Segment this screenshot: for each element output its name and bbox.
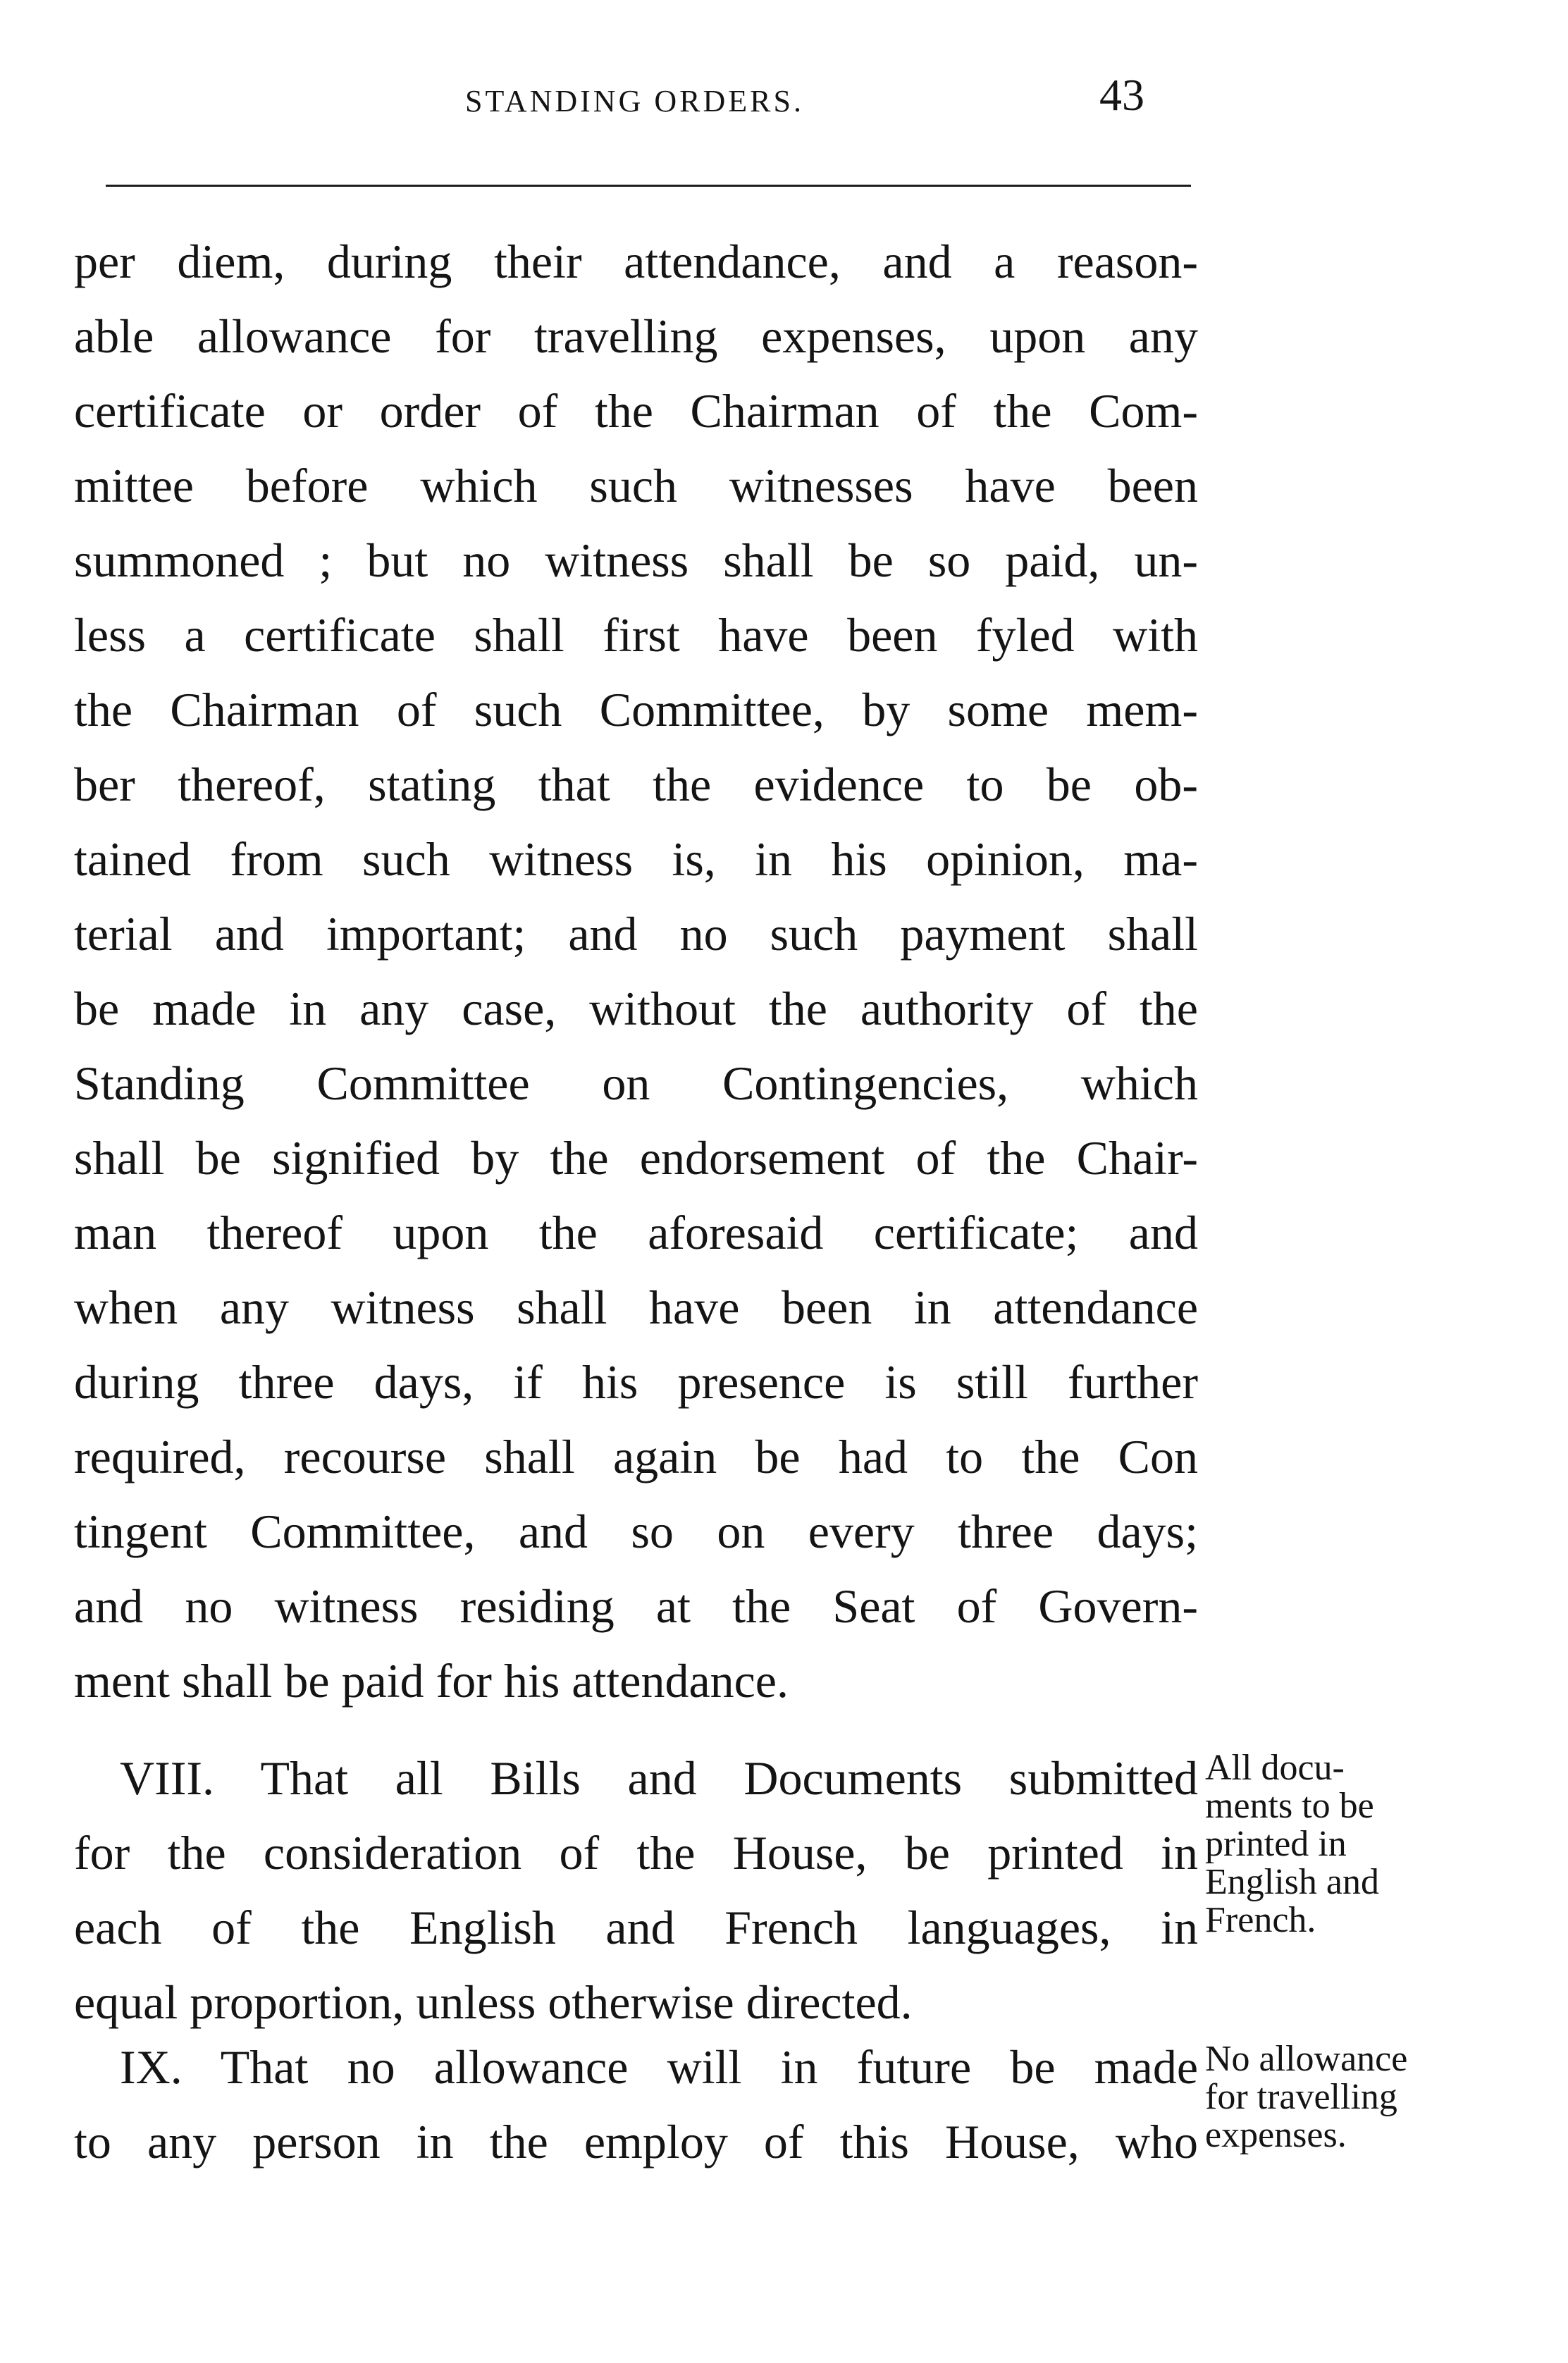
paragraph-line: and no witness residing at the Seat of Govern- <box>74 1579 1198 1633</box>
margin-note-line: All docu- <box>1205 1748 1345 1788</box>
paragraph-line: man thereof upon the aforesaid certificate; and <box>74 1206 1198 1259</box>
paragraph-line: during three days, if his presence is still further <box>74 1355 1198 1409</box>
paragraph-line: shall be signified by the endorsement of the Chair- <box>74 1131 1198 1185</box>
paragraph-line: terial and important; and no such payment shall <box>74 907 1198 961</box>
continued-paragraph <box>74 224 1198 1718</box>
paragraph-line: IX. That no allowance will in future be made <box>120 2040 1198 2094</box>
margin-note-viii <box>1205 1749 1473 1939</box>
margin-note-ix <box>1205 2040 1473 2154</box>
paragraph-line: certificate or order of the Chairman of the Com- <box>74 384 1198 438</box>
paragraph-line: each of the English and French languages, in <box>74 1901 1198 1954</box>
running-head: STANDING ORDERS. <box>465 84 804 118</box>
paragraph-line: required, recourse shall again be had to the Con <box>74 1430 1198 1483</box>
paragraph-line: the Chairman of such Committee, by some mem- <box>74 683 1198 736</box>
margin-note-line: No allowance <box>1205 2039 1408 2079</box>
margin-note-line: ments to be <box>1205 1786 1374 1826</box>
paragraph-line: to any person in the employ of this House, who <box>74 2115 1198 2168</box>
paragraph-line: equal proportion, unless otherwise directed. <box>74 1975 913 2029</box>
paragraph-line: tained from such witness is, in his opinion, ma- <box>74 832 1198 886</box>
paragraph-line: tingent Committee, and so on every three days; <box>74 1505 1198 1558</box>
paragraph-line: be made in any case, without the authority of the <box>74 982 1198 1035</box>
margin-note-line: expenses. <box>1205 2115 1347 2155</box>
standing-order-ix <box>74 2030 1198 2179</box>
paragraph-line: Standing Committee on Contingencies, which <box>74 1056 1198 1110</box>
paragraph-line: ber thereof, stating that the evidence to be ob- <box>74 758 1198 811</box>
page-number: 43 <box>1099 70 1144 120</box>
paragraph-line: for the consideration of the House, be printed in <box>74 1826 1198 1880</box>
paragraph-line: when any witness shall have been in attendance <box>74 1281 1198 1334</box>
paragraph-line: per diem, during their attendance, and a reason- <box>74 235 1198 288</box>
margin-note-line: for travelling <box>1205 2077 1397 2117</box>
paragraph-line: ment shall be paid for his attendance. <box>74 1654 789 1708</box>
margin-note-line: French. <box>1205 1900 1316 1940</box>
paragraph-line: summoned ; but no witness shall be so paid, un- <box>74 533 1198 587</box>
margin-note-line: printed in <box>1205 1824 1347 1864</box>
paragraph-line: able allowance for travelling expenses, upon any <box>74 309 1198 363</box>
paragraph-line: less a certificate shall first have been fyled with <box>74 608 1198 662</box>
standing-order-viii <box>74 1741 1198 2040</box>
paragraph-line: VIII. That all Bills and Documents submitted <box>120 1751 1198 1805</box>
header-rule <box>106 185 1191 187</box>
margin-note-line: English and <box>1205 1862 1379 1902</box>
paragraph-line: mittee before which such witnesses have been <box>74 459 1198 512</box>
